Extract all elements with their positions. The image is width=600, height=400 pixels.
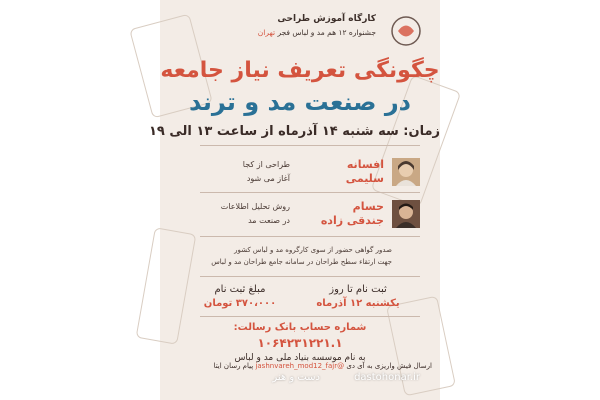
- certificate-line-1: صدور گواهی حضور از سوی کارگروه مد و لباس کشور: [234, 246, 392, 254]
- certificate-line-2: جهت ارتقاء سطح طراحان در سامانه جامع طراحان مد و لباس: [211, 258, 392, 266]
- org-title: کارگاه آموزش طراحی: [277, 14, 376, 24]
- speaker-1-first-name: افسانه: [346, 158, 384, 171]
- registration-fee-label: مبلغ ثبت نام: [214, 284, 266, 295]
- watermark-site: dastohonar.ir: [354, 372, 420, 383]
- divider: [200, 276, 420, 277]
- festival-name: [258, 28, 376, 37]
- divider: [200, 316, 420, 317]
- speaker-2-last-name: جندقی زاده: [320, 214, 384, 227]
- avatar: [392, 200, 420, 228]
- divider: [200, 145, 420, 146]
- festival-city: تهران: [257, 28, 276, 37]
- registration-fee-value: ۳۷۰،۰۰۰ تومان: [203, 298, 277, 309]
- divider: [200, 192, 420, 193]
- event-datetime: زمان: سه شنبه ۱۴ آذرماه از ساعت ۱۳ الی ۱۹: [149, 124, 440, 139]
- speaker-1-topic-line-1: طراحی از کجا: [242, 160, 290, 169]
- registration-deadline-label: ثبت نام تا روز: [329, 284, 387, 295]
- speaker-2-topic-line-1: روش تحلیل اطلاعات: [220, 202, 290, 211]
- speaker-2-topic-line-2: در صنعت مد: [248, 216, 290, 225]
- speaker-1-topic-line-2: آغاز می شود: [246, 174, 290, 183]
- footer-send-text: ارسال فیش واریزی به آی دی: [346, 362, 432, 370]
- festival-label: جشنواره ۱۲ هم مد و لباس فجر: [277, 28, 376, 37]
- registration-deadline-value: یکشنبه ۱۲ آذرماه: [316, 298, 400, 309]
- divider: [200, 236, 420, 237]
- watermark-brand: دست و هنر: [272, 372, 320, 383]
- avatar: [392, 158, 420, 186]
- speaker-2-first-name: حسام: [352, 200, 384, 213]
- footer-app: پیام رسان ایتا: [213, 362, 254, 370]
- festival-logo: [386, 14, 426, 48]
- person-photo-icon: [392, 158, 420, 186]
- footer-instructions: [168, 362, 432, 370]
- bank-account-number: ۱۰۶۴۲۳۱۲۲۱.۱: [257, 336, 343, 350]
- person-photo-icon: [392, 200, 420, 228]
- title-line-2: در صنعت مد و ترند: [189, 88, 411, 116]
- speaker-1-last-name: سلیمی: [345, 172, 384, 185]
- title-line-1: چگونگی تعریف نیاز جامعه: [160, 58, 440, 83]
- account-holder: به نام موسسه بنیاد ملی مد و لباس: [234, 353, 366, 363]
- footer-handle: @jashnvareh_mod12_fajr: [255, 362, 345, 370]
- event-poster: [149, 0, 440, 400]
- bank-account-label: شماره حساب بانک رسالت:: [233, 322, 367, 333]
